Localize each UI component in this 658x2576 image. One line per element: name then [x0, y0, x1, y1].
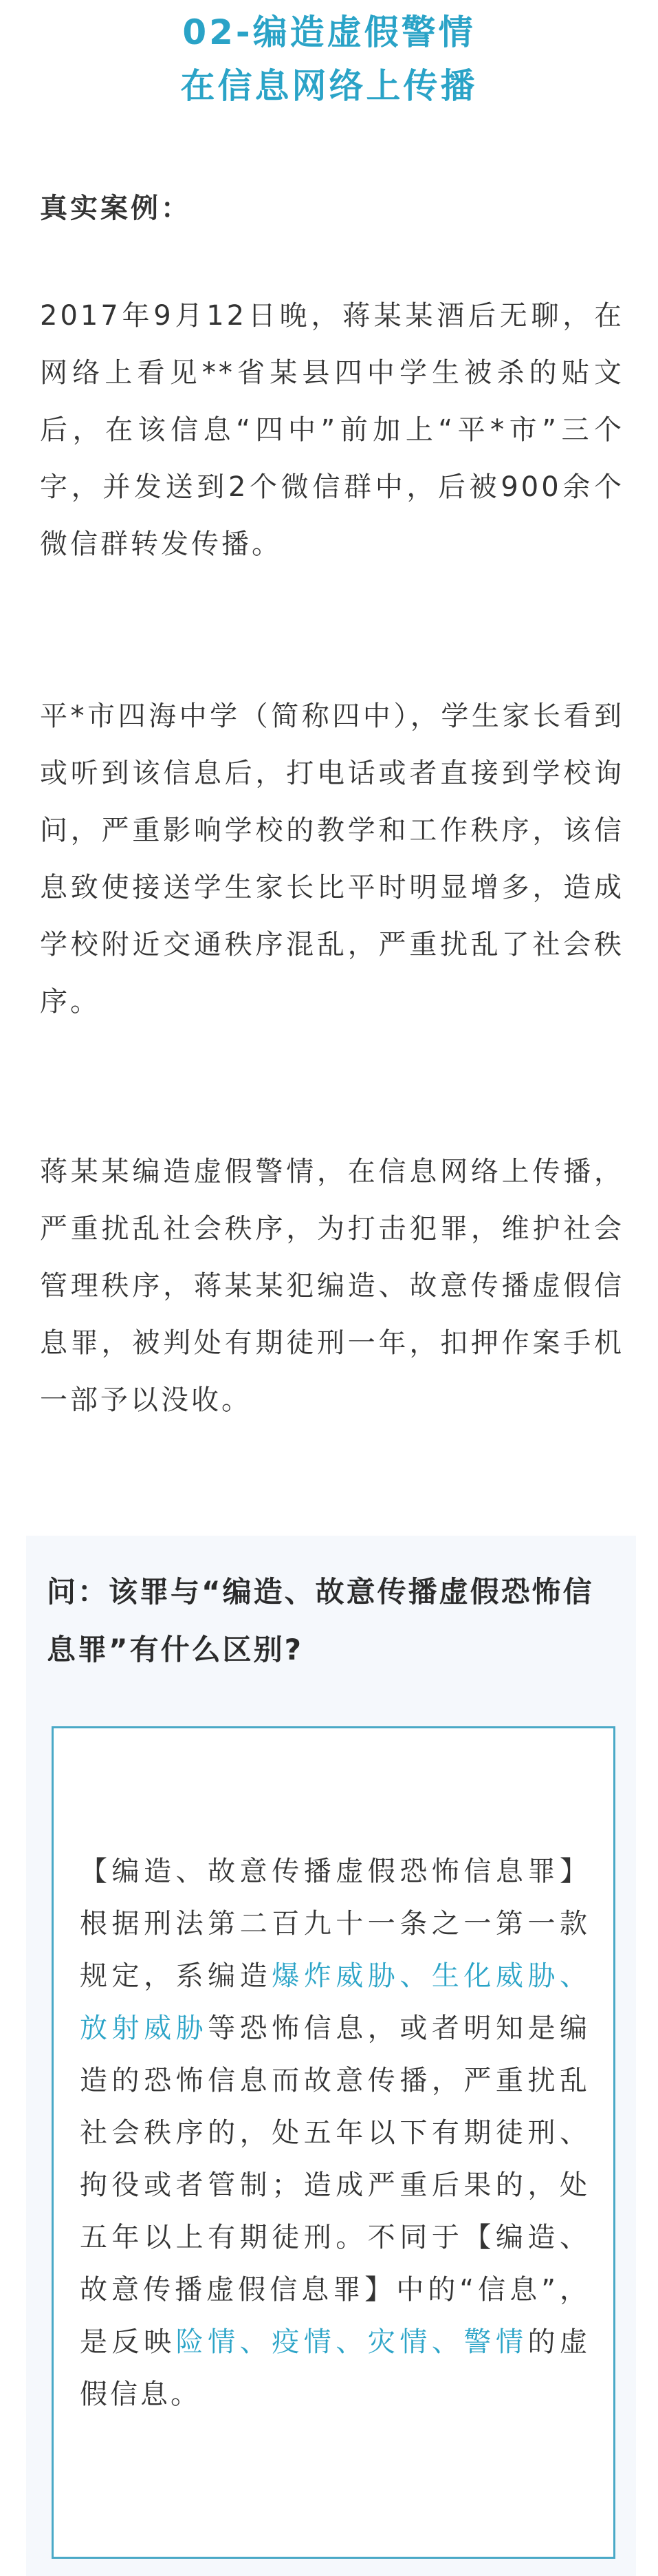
answer-highlight-situations: 险情、疫情、灾情、警情 [175, 2326, 528, 2358]
case-paragraph-3: 蒋某某编造虚假警情，在信息网络上传播，严重扰乱社会秩序，为打击犯罪，维护社会管理秩序，蒋某某犯编造、故意传播虚假信息罪，被判处有期徒刑一年，扣押作案手机一部予以没收。 [40, 1156, 624, 1416]
case-paragraph-1: 2017年9月12日晚，蒋某某酒后无聊，在网络上看见**省某县四中学生被杀的贴文后，在该信息“四中”前加上“平*市”三个字，并发送到2个微信群中，后被900余个微信群转发传播。 [40, 300, 624, 560]
qa-panel [26, 1536, 636, 2576]
case-paragraph-2: 平*市四海中学（简称四中），学生家长看到或听到该信息后，打电话或者直接到学校询问，严重影响学校的教学和工作秩序，该信息致使接送学生家长比平时明显增多，造成学校附近交通秩序混乱，严重扰乱了社会秩序。 [40, 700, 624, 1018]
section-title-line1: 02-编造虚假警情 [182, 12, 476, 52]
answer-highlight-threats: 爆炸威胁、生化威胁、放射威胁 [80, 1960, 591, 2044]
case-label: 真实案例： [40, 193, 191, 224]
answer-part-2: 等恐怖信息，或者明知是编造的恐怖信息而故意传播，严重扰乱社会秩序的，处五年以下有期徒刑、拘役或者管制；造成严重后果的，处五年以上有期徒刑。不同于【编造、故意传播虚假信息罪】中的“信息”，是反映 [80, 2012, 591, 2358]
answer-part-3: 的虚假信息。 [80, 2326, 591, 2410]
answer-text [80, 1845, 590, 2421]
qa-question: 问：该罪与“编造、故意传播虚假恐怖信息罪”有什么区别? [47, 1575, 594, 1666]
section-title-line2: 在信息网络上传播 [180, 66, 478, 106]
answer-part-1: 【编造、故意传播虚假恐怖信息罪】根据刑法第二百九十一条之一第一款规定，系编造 [80, 1856, 590, 1992]
section-title [0, 6, 658, 113]
answer-box [52, 1726, 615, 2559]
